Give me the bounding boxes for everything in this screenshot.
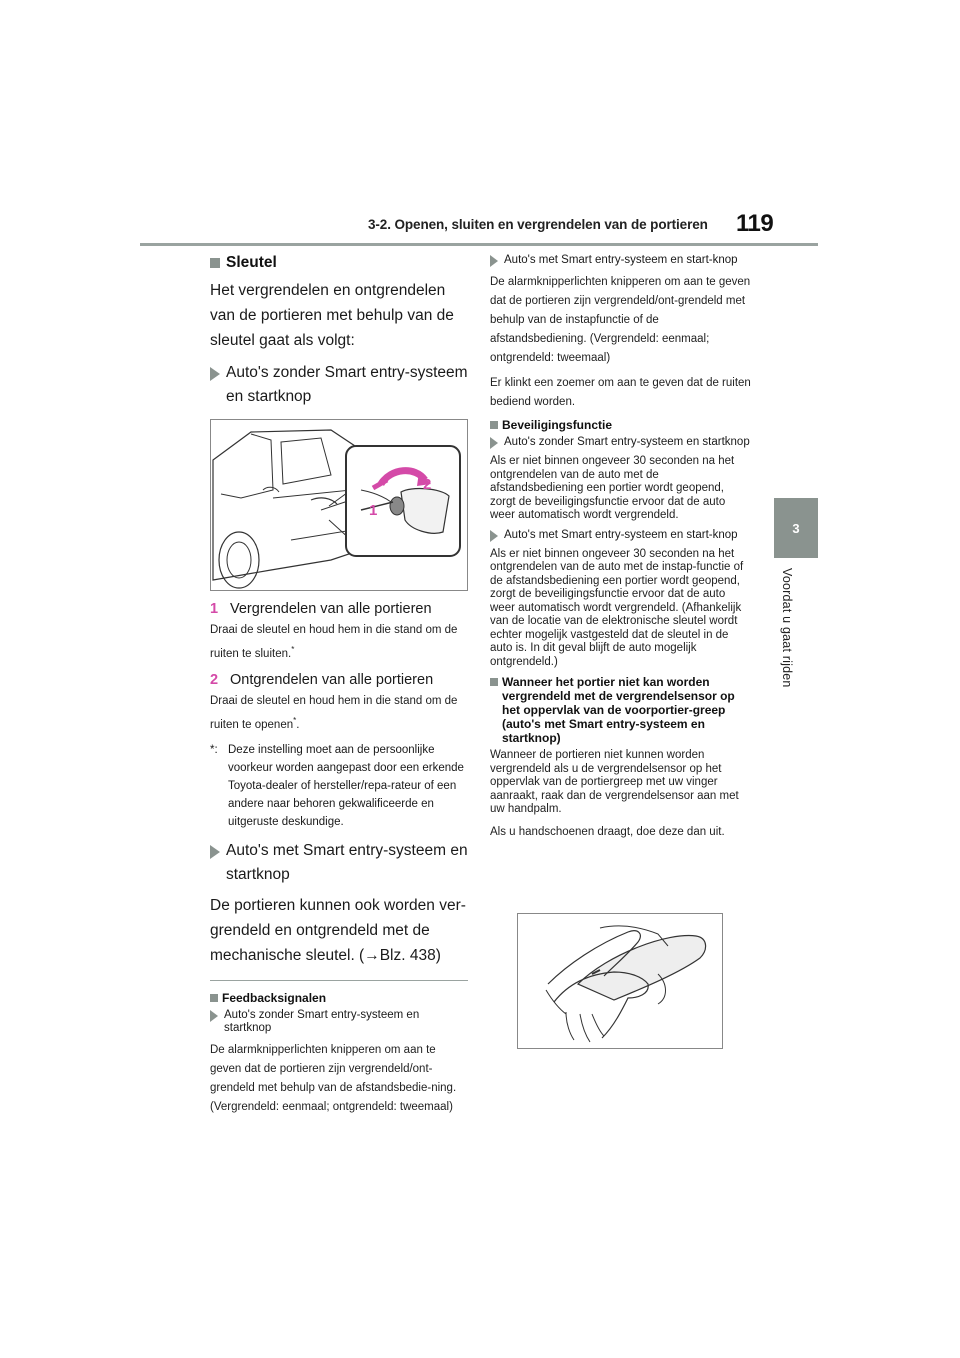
hand-handle-drawing: [518, 914, 722, 1048]
heading-lock-sensor: [490, 675, 752, 745]
triangle-bullet-icon: [490, 437, 498, 449]
security-condition-no-smart-text: Auto's zonder Smart entry-systeem en startknop: [504, 436, 750, 448]
step-1-text: [210, 621, 468, 664]
triangle-bullet-icon: [210, 845, 220, 859]
step-1-title: Vergrendelen van alle portieren: [230, 601, 432, 617]
step-1-number: 1: [210, 601, 219, 617]
step-2-text-body: Draai de sleutel en houd hem in die stand om de ruiten te openen: [210, 694, 458, 731]
footnote-text: Deze instelling moet aan de persoonlijke voorkeur worden aangepast door een erkende Toyota-dealer of hersteller/repa-rateur of een andere naar behoren gekwalificeerde en uitgeruste deskundige.: [228, 743, 464, 828]
footnote-ref: *: [291, 645, 295, 654]
mechanical-key-text: De portieren kunnen ook worden ver-grendeld en ontgrendeld met de mechanische sleutel. (→Blz. 438): [210, 896, 466, 964]
intro-text: Het vergrendelen en ontgrendelen van de portieren met behulp van de sleutel gaat als volgt:: [210, 282, 454, 349]
lock-sensor-text: Wanneer de portieren niet kunnen worden vergrendeld als u de vergrendelsensor op het oppervlak van de portiergreep met uw vinger aanraakt, raak dan de vergrendelsensor aan met uw handpalm.: [490, 749, 739, 815]
section-title: 3-2. Openen, sluiten en vergrendelen van de portieren: [368, 217, 708, 232]
condition-no-smart-text: Auto's zonder Smart entry-systeem en startknop: [226, 364, 468, 405]
square-bullet-icon: [210, 994, 218, 1002]
step-1-text-body: Draai de sleutel en houd hem in die stand om de ruiten te sluiten.: [210, 624, 458, 660]
header-rule: [140, 243, 818, 246]
step-2-number: 2: [210, 671, 219, 688]
security-no-smart-text: Als er niet binnen ongeveer 30 seconden na het ontgrendelen van de auto met de afstandsbediening een portier wordt geopend, zorgt de beveiligingsfunctie ervoor dat de auto weer automatisch wordt vergrendeld.: [490, 455, 735, 521]
heading-key-text: Sleutel: [226, 254, 277, 271]
chapter-label: Voordat u gaat rijden: [780, 568, 794, 688]
step-2-title: Ontgrendelen van alle portieren: [230, 671, 434, 688]
page-number: 119: [736, 210, 774, 237]
car-door-key-illustration: [210, 419, 468, 591]
heading-key: [210, 254, 468, 272]
feedback-condition-smart: [490, 254, 752, 267]
triangle-bullet-icon: [490, 255, 498, 267]
security-condition-no-smart: [490, 436, 752, 449]
step-2-text: Draai de sleutel en houd hem in die stand om de ruiten te openen*.: [210, 694, 458, 731]
right-column: [490, 254, 752, 848]
figure-label-1: 1: [369, 502, 378, 519]
square-bullet-icon: [490, 678, 498, 686]
figure-label-2: 2: [423, 476, 432, 493]
feedback-smart-text: De alarmknipperlichten knipperen om aan te geven dat de portieren zijn vergrendeld/ont-grendeld met behulp van de instapfunctie of de afstandsbediening. (Vergrendeld: eenmaal; ontgrendeld: tweemaal): [490, 276, 751, 364]
heading-feedback: [210, 991, 468, 1005]
hand-on-door-handle-illustration: [517, 913, 723, 1049]
footnote-mark: *:: [210, 743, 218, 756]
feedback-condition-text: Auto's zonder Smart entry-systeem en startknop: [224, 1008, 420, 1034]
security-condition-smart: [490, 529, 752, 542]
car-key-drawing: [211, 420, 467, 590]
triangle-bullet-icon: [210, 1010, 218, 1022]
feedback-text: De alarmknipperlichten knipperen om aan te geven dat de portieren zijn vergrendeld/ont-grendeld met behulp van de afstandsbedie-ning. (Vergrendeld: eenmaal; ontgrendeld: tweemaal): [210, 1043, 457, 1113]
condition-smart: [210, 839, 468, 887]
square-bullet-icon: [490, 421, 498, 429]
step-1: [210, 599, 468, 619]
gloves-text: Als u handschoenen draagt, doe deze dan uit.: [490, 825, 725, 838]
heading-security: [490, 418, 752, 432]
triangle-bullet-icon: [210, 367, 220, 381]
buzzer-text: Er klinkt een zoemer om aan te geven dat de ruiten bediend worden.: [490, 377, 751, 408]
security-smart-text: Als er niet binnen ongeveer 30 seconden na het ontgrendelen van de auto met de instap-functie of de afstandsbediening een portier wordt geopend, zorgt de beveiligingsfunctie ervoor dat de auto weer automatisch wordt vergrendeld. (Afhankelijk van de locatie van de elektronische sleutel wordt echter mogelijk vastgesteld dat de sleutel in de auto is. In dit geval blijft de auto mogelijk ontgrendeld.): [490, 547, 744, 668]
feedback-condition: [210, 1009, 468, 1035]
footnote-ref: *: [293, 715, 297, 725]
left-column: [210, 254, 468, 1123]
condition-smart-text: Auto's met Smart entry-systeem en startknop: [226, 841, 468, 883]
heading-feedback-text: Feedbacksignalen: [222, 990, 327, 1005]
heading-lock-sensor-text: Wanneer het portier niet kan worden vergrendeld met de vergrendelsensor op het oppervlak van de voorportier-greep (auto's met Smart entry-systeem en startknop): [502, 675, 735, 745]
square-bullet-icon: [210, 258, 220, 268]
condition-no-smart: [210, 361, 468, 409]
feedback-condition-smart-text: Auto's met Smart entry-systeem en start-knop: [504, 254, 738, 266]
footnote: [210, 741, 468, 831]
section-divider: [210, 980, 468, 981]
triangle-bullet-icon: [490, 530, 498, 542]
chapter-tab: 3: [774, 498, 818, 558]
heading-security-text: Beveiligingsfunctie: [502, 418, 613, 432]
security-condition-smart-text: Auto's met Smart entry-systeem en start-knop: [504, 528, 738, 541]
step-2: [210, 670, 468, 690]
